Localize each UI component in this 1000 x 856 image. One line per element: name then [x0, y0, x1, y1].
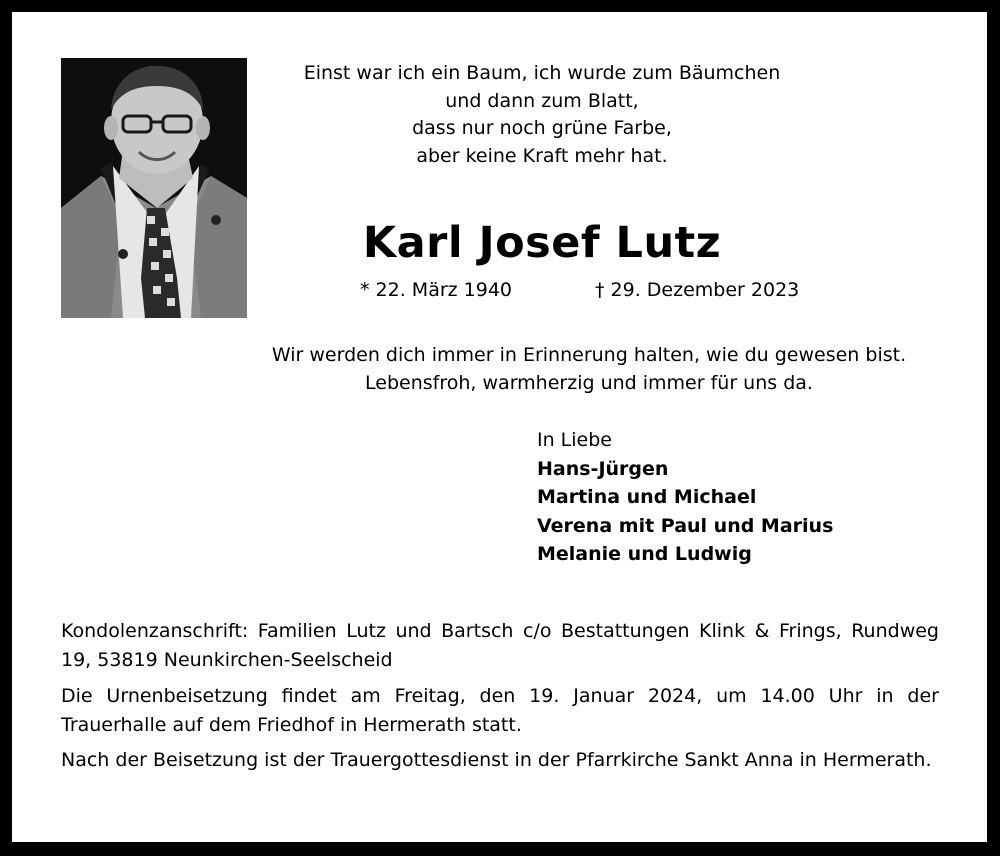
portrait-photo	[61, 58, 247, 318]
portrait-photo-icon	[61, 58, 247, 318]
birth-date: * 22. März 1940	[360, 279, 513, 301]
family-member: Martina und Michael	[537, 486, 757, 508]
remembrance-text	[232, 342, 946, 397]
family-signature	[537, 426, 833, 569]
remembrance-line: Lebensfroh, warmherzig und immer für uns da.	[365, 371, 813, 394]
obituary-notice	[12, 12, 987, 842]
deceased-name: Karl Josef Lutz	[362, 218, 722, 268]
family-member: Hans-Jürgen	[537, 457, 669, 480]
poem-line: dass nur noch grüne Farbe,	[412, 117, 672, 139]
poem-line: Einst war ich ein Baum, ich wurde zum Bäumchen	[303, 62, 781, 84]
remembrance-line: Wir werden dich immer in Erinnerung halten, wie du gewesen bist.	[271, 344, 907, 366]
burial-info: Die Urnenbeisetzung findet am Freitag, den 19. Januar 2024, um 14.00 Uhr in der Trauerhalle auf dem Friedhof in Hermerath statt.	[61, 685, 939, 736]
family-intro: In Liebe	[537, 429, 612, 451]
family-member: Melanie und Ludwig	[537, 543, 752, 565]
poem	[282, 60, 802, 170]
poem-line: aber keine Kraft mehr hat.	[416, 144, 668, 167]
death-date: † 29. Dezember 2023	[595, 279, 800, 301]
family-member: Verena mit Paul und Marius	[537, 514, 834, 537]
condolence-address: Kondolenzanschrift: Familien Lutz und Bartsch c/o Bestattungen Klink & Frings, Rundweg 19, 53819 Neunkirchen-Seelscheid	[61, 620, 939, 671]
poem-line: und dann zum Blatt,	[445, 89, 639, 112]
service-info: Nach der Beisetzung ist der Trauergottesdienst in der Pfarrkirche Sankt Anna in Hermerath.	[61, 749, 932, 771]
